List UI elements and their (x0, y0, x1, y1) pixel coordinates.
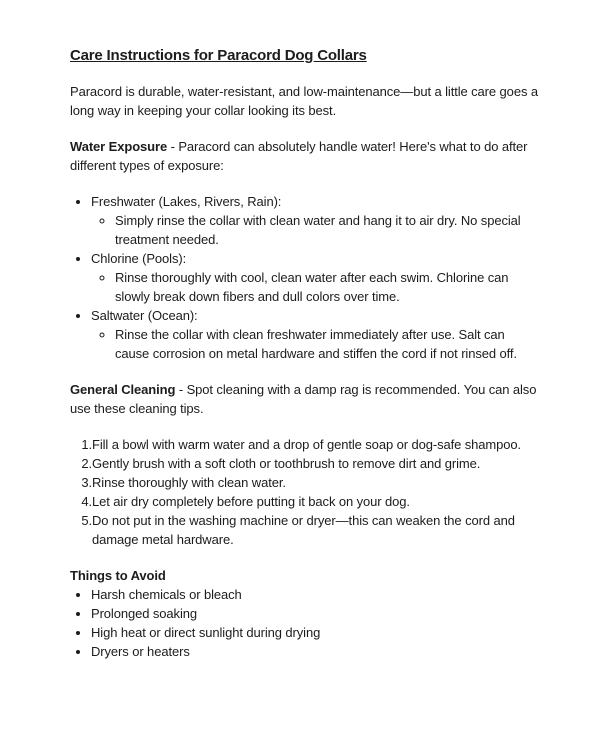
chlorine-sublist (91, 268, 540, 306)
list-item-saltwater (91, 306, 540, 363)
avoid-item: • High heat or direct sunlight during drying (91, 623, 540, 642)
list-item-detail: ◦ Simply rinse the collar with clean water and hang it to air dry. No special treatment needed. (115, 211, 540, 249)
cleaning-step: 1. Fill a bowl with warm water and a drop of gentle soap or dog-safe shampoo. (92, 435, 540, 454)
list-item-chlorine (91, 249, 540, 306)
freshwater-sublist (91, 211, 540, 249)
general-cleaning-text: - Spot cleaning with a damp rag is recommended. You can also use these cleaning tips. (70, 382, 537, 416)
list-item-detail: ◦ Rinse thoroughly with cool, clean water after each swim. Chlorine can slowly break down fibers and dull colors over time. (115, 268, 540, 306)
avoid-item: • Dryers or heaters (91, 642, 540, 661)
list-item-label: Chlorine (Pools): (91, 251, 187, 266)
list-item-label: Freshwater (Lakes, Rivers, Rain): (91, 194, 282, 209)
intro-text: Paracord is durable, water-resistant, and low-maintenance—but a little care goes a long way in keeping your collar looking its best. (70, 84, 538, 118)
water-exposure-list (70, 192, 540, 363)
cleaning-step: 3. Rinse thoroughly with clean water. (92, 473, 540, 492)
list-item-label: Saltwater (Ocean): (91, 308, 198, 323)
cleaning-steps-list (70, 435, 540, 549)
water-exposure-heading: Water Exposure (70, 139, 168, 154)
saltwater-sublist (91, 325, 540, 363)
avoid-item: • Prolonged soaking (91, 604, 540, 623)
cleaning-step: 2. Gently brush with a soft cloth or toothbrush to remove dirt and grime. (92, 454, 540, 473)
page-title: Care Instructions for Paracord Dog Collars (70, 47, 367, 64)
cleaning-step: 5. Do not put in the washing machine or dryer—this can weaken the cord and damage metal hardware. (92, 511, 540, 549)
water-exposure-paragraph (70, 137, 540, 175)
general-cleaning-heading: General Cleaning (70, 382, 176, 397)
list-item-freshwater (91, 192, 540, 249)
intro-paragraph (70, 82, 540, 120)
things-to-avoid-list (70, 585, 540, 661)
water-exposure-text: - Paracord can absolutely handle water! Here's what to do after different types of exposure: (70, 139, 528, 173)
list-item-detail: ◦ Rinse the collar with clean freshwater immediately after use. Salt can cause corrosion on metal hardware and stiffen the cord if not rinsed off. (115, 325, 540, 363)
avoid-item: • Harsh chemicals or bleach (91, 585, 540, 604)
general-cleaning-paragraph (70, 380, 540, 418)
things-to-avoid-heading: Things to Avoid (70, 568, 166, 583)
cleaning-step: 4. Let air dry completely before putting it back on your dog. (92, 492, 540, 511)
